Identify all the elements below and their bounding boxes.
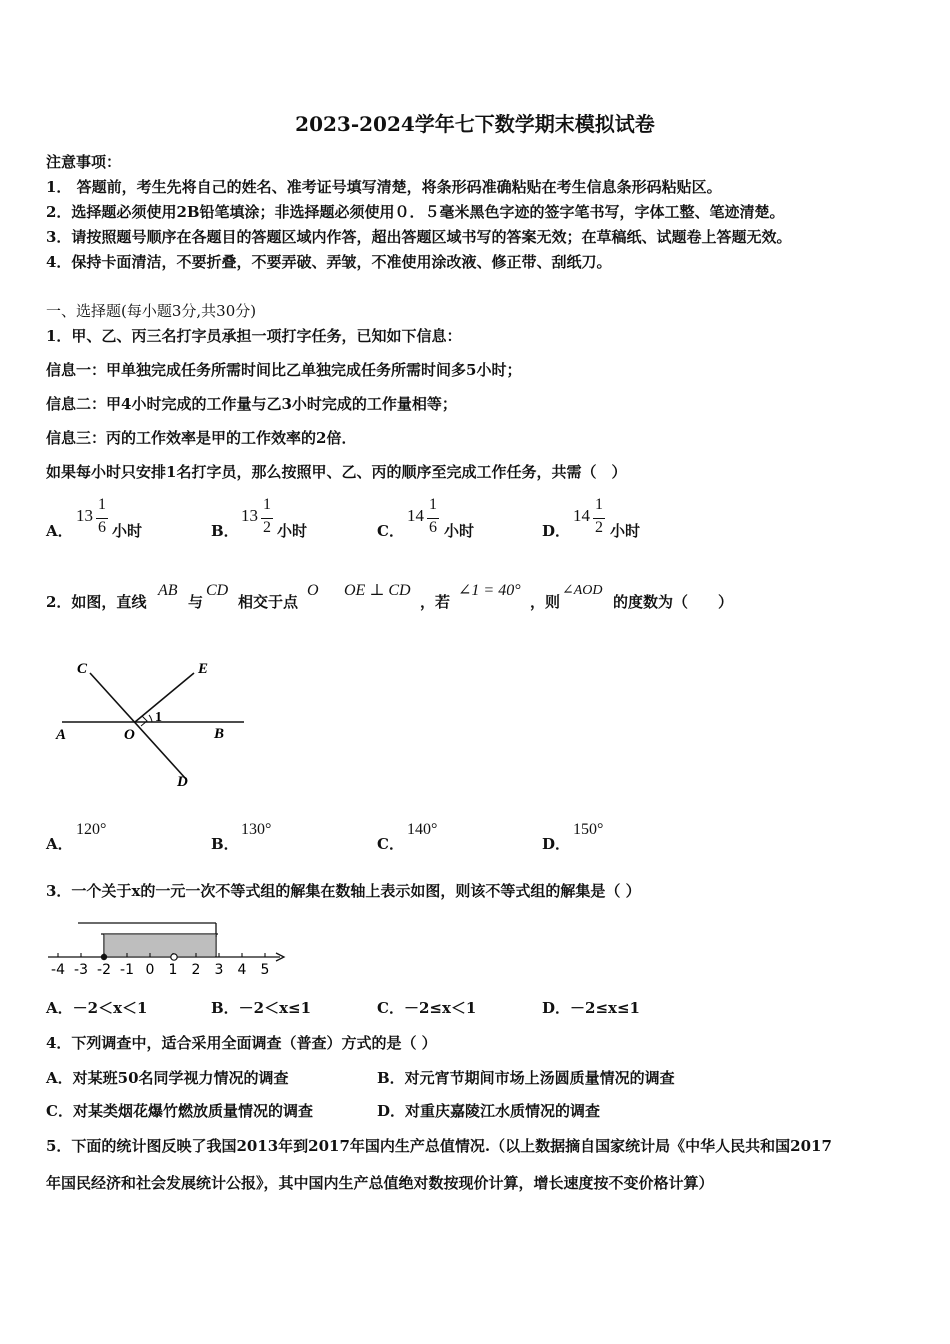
notice-item: 4．保持卡面清洁，不要折叠，不要弄破、弄皱，不准使用涂改液、修正带、刮纸刀。 (46, 253, 612, 271)
q1-stem: 1．甲、乙、丙三名打字员承担一项打字任务，已知如下信息： (46, 327, 462, 345)
label-c: C (77, 661, 88, 677)
q4-option-d[interactable]: D．对重庆嘉陵江水质情况的调查 (377, 1102, 601, 1120)
option-label: D． (542, 522, 571, 540)
label-a: A (56, 727, 67, 743)
mixed-whole: 14 (407, 506, 424, 525)
notice-heading: 注意事项： (46, 153, 122, 171)
mixed-whole: 14 (573, 506, 590, 525)
unit-label: 小时 (277, 522, 308, 540)
ray-oe (135, 673, 194, 722)
shaded-region (104, 934, 216, 956)
option-value: 150° (573, 821, 604, 838)
q5-stem-line1: 5．下面的统计图反映了我国2013年到2017年国内生产总值情况.（以上数据摘自国家统计局《中华人民共和国2017 (46, 1137, 832, 1155)
tick-label: -2 (97, 962, 111, 978)
section-heading: 一、选择题(每小题3分,共30分) (46, 302, 257, 320)
q1-info3: 信息三：丙的工作效率是甲的工作效率的2倍． (46, 429, 357, 447)
option-label: A． (46, 835, 73, 853)
page-title: 2023-2024学年七下数学期末模拟试卷 (295, 112, 655, 136)
math-angle1: ∠1 = 40° (458, 582, 521, 599)
fraction-denominator: 6 (98, 519, 106, 536)
mixed-whole: 13 (76, 506, 93, 525)
q4-option-a[interactable]: A．对某班50名同学视力情况的调查 (46, 1069, 289, 1087)
tick-label: 5 (260, 962, 270, 978)
q3-number-line (44, 920, 294, 980)
tick-label: -4 (51, 962, 65, 978)
option-value: 140° (407, 821, 438, 838)
q3-option-d[interactable]: D．－2≤x≤1 (542, 999, 640, 1017)
q3-option-c[interactable]: C．－2≤x＜1 (377, 999, 477, 1017)
right-angle-mark (141, 716, 147, 726)
unit-label: 小时 (444, 522, 475, 540)
label-b: B (214, 726, 225, 742)
mixed-whole: 13 (241, 506, 258, 525)
option-label: A． (46, 522, 73, 540)
tick-label: 1 (168, 962, 178, 978)
fraction-denominator: 2 (263, 519, 271, 536)
q2-then: ，则 (530, 593, 561, 611)
option-label: B． (211, 522, 239, 540)
open-endpoint (171, 954, 177, 960)
notice-item: 3．请按照题号顺序在各题目的答题区域内作答，超出答题区域书写的答案无效；在草稿纸、试题卷上答题无效。 (46, 228, 792, 246)
fraction-numerator: 1 (263, 496, 271, 513)
fraction-denominator: 2 (595, 519, 603, 536)
q1-info2: 信息二：甲4小时完成的工作量与乙3小时完成的工作量相等； (46, 395, 457, 413)
q5-stem-line2: 年国民经济和社会发展统计公报》，其中国内生产总值绝对数按现价计算，增长速度按不变价格计算） (46, 1174, 714, 1192)
notice-item: 1． 答题前，考生先将自己的姓名、准考证号填写清楚，将条形码准确粘贴在考生信息条形码粘贴区。 (46, 178, 722, 196)
option-value: 130° (241, 821, 272, 838)
math-o: O (307, 582, 319, 599)
q1-question: 如果每小时只安排1名打字员，那么按照甲、乙、丙的顺序至完成工作任务，共需（ ） (46, 463, 627, 481)
tick-label: 4 (237, 962, 247, 978)
label-o: O (124, 727, 135, 743)
tick-label: -1 (120, 962, 134, 978)
line-cd (90, 673, 186, 779)
tick-label: 2 (191, 962, 201, 978)
tick-label: -3 (74, 962, 88, 978)
label-d: D (177, 774, 188, 790)
q2-suffix: 的度数为（ ） (613, 593, 734, 611)
math-aod: ∠AOD (562, 583, 603, 598)
q2-prefix: 2．如图，直线 (46, 593, 147, 611)
fraction-numerator: 1 (98, 496, 106, 513)
q4-option-c[interactable]: C．对某类烟花爆竹燃放质量情况的调查 (46, 1102, 313, 1120)
angle-arc (149, 715, 152, 722)
option-label: B． (211, 835, 239, 853)
option-label: C． (377, 835, 404, 853)
q2-intersect: 相交于点 (238, 593, 299, 611)
tick-label: 3 (214, 962, 224, 978)
q2-geometry-figure (44, 655, 244, 795)
label-e: E (198, 661, 209, 677)
math-perp: OE ⊥ CD (344, 582, 411, 599)
label-angle-1: 1 (155, 710, 162, 725)
option-label: C． (377, 522, 404, 540)
q2-comma: ，若 (420, 593, 451, 611)
option-value: 120° (76, 821, 107, 838)
unit-label: 小时 (610, 522, 641, 540)
q3-stem: 3．一个关于x的一元一次不等式组的解集在数轴上表示如图，则该不等式组的解集是（ ） (46, 882, 641, 900)
q2-and: 与 (188, 593, 204, 611)
fraction-denominator: 6 (429, 519, 437, 536)
q3-option-a[interactable]: A．－2＜x＜1 (46, 999, 148, 1017)
closed-endpoint (101, 954, 107, 960)
q3-option-b[interactable]: B．－2＜x≤1 (211, 999, 312, 1017)
q1-info1: 信息一：甲单独完成任务所需时间比乙单独完成任务所需时间多5小时； (46, 361, 522, 379)
q4-stem: 4．下列调查中，适合采用全面调查（普查）方式的是（ ） (46, 1034, 437, 1052)
math-ab: AB (158, 582, 178, 599)
q4-option-b[interactable]: B．对元宵节期间市场上汤圆质量情况的调查 (377, 1069, 675, 1087)
option-label: D． (542, 835, 571, 853)
unit-label: 小时 (112, 522, 143, 540)
fraction-numerator: 1 (595, 496, 603, 513)
fraction-numerator: 1 (429, 496, 437, 513)
tick-label: 0 (145, 962, 155, 978)
math-cd: CD (206, 582, 229, 599)
notice-item: 2．选择题必须使用2B铅笔填涂；非选择题必须使用０．５毫米黑色字迹的签字笔书写，字体工整、笔迹清楚。 (46, 203, 785, 221)
